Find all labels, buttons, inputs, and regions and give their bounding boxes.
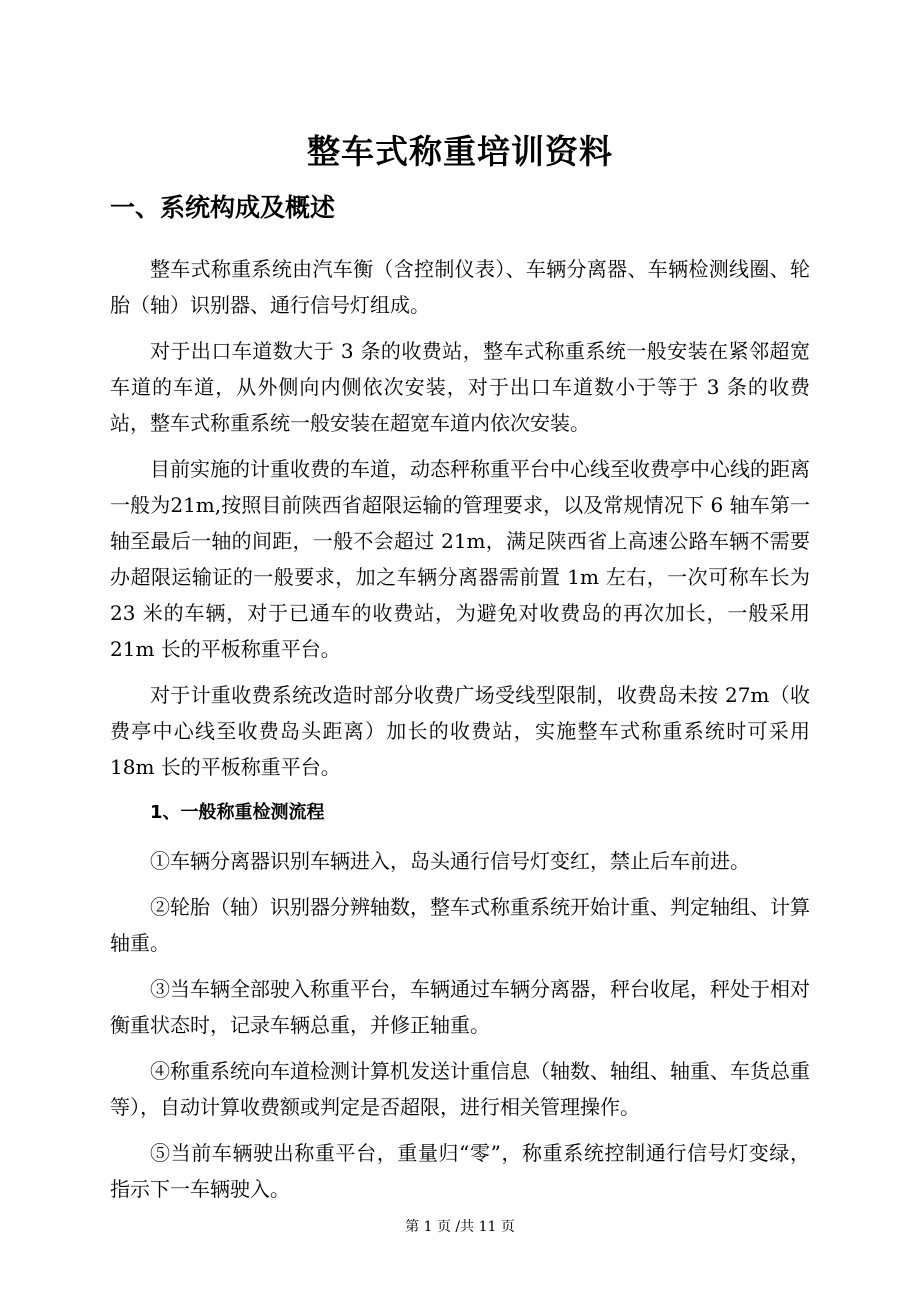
paragraph: 整车式称重系统由汽车衡（含控制仪表）、车辆分离器、车辆检测线圈、轮胎（轴）识别器、通行信号灯组成。 [110, 257, 810, 317]
document-body [110, 251, 810, 1217]
paragraph: 目前实施的计重收费的车道，动态秤称重平台中心线至收费亭中心线的距离一般为21m,按照目前陕西省超限运输的管理要求，以及常规情况下 6 轴车第一轴至最后一轴的间距，一般不会超过 21m，满足陕西省上高速公路车辆不需要办超限运输证的一般要求，加之车辆分离器需前置 1m 左右，一次可称车长为 23 米的车辆，对于已通车的收费站，为避免对收费岛的再次加长，一般采用 21m 长的平板称重平台。 [110, 457, 810, 661]
step-item: ⑤当前车辆驶出称重平台，重量归“零”，称重系统控制通行信号灯变绿，指示下一车辆驶入。 [110, 1141, 810, 1201]
page-number: 第 1 页 /共 11 页 [405, 1219, 515, 1235]
subsection-heading: 1、一般称重检测流程 [150, 802, 325, 823]
section-heading: 一、系统构成及概述 [110, 193, 336, 222]
step-item: ②轮胎（轴）识别器分辨轴数，整车式称重系统开始计重、判定轴组、计算轴重。 [110, 895, 810, 955]
step-item: ①车辆分离器识别车辆进入，岛头通行信号灯变红，禁止后车前进。 [150, 849, 750, 873]
paragraph: 对于计重收费系统改造时部分收费广场受线型限制，收费岛未按 27m（收费亭中心线至收费岛头距离）加长的收费站，实施整车式称重系统时可采用 18m 长的平板称重平台。 [110, 683, 810, 779]
paragraph: 对于出口车道数大于 3 条的收费站，整车式称重系统一般安装在紧邻超宽车道的车道，从外侧向内侧依次安装，对于出口车道数小于等于 3 条的收费站，整车式称重系统一般安装在超宽车道内依次安装。 [110, 339, 810, 435]
step-item: ③当车辆全部驶入称重平台，车辆通过车辆分离器，秤台收尾，秤处于相对衡重状态时，记录车辆总重，并修正轴重。 [110, 977, 810, 1037]
step-item: ④称重系统向车道检测计算机发送计重信息（轴数、轴组、轴重、车货总重等），自动计算收费额或判定是否超限，进行相关管理操作。 [110, 1059, 810, 1119]
document-title: 整车式称重培训资料 [307, 132, 613, 171]
